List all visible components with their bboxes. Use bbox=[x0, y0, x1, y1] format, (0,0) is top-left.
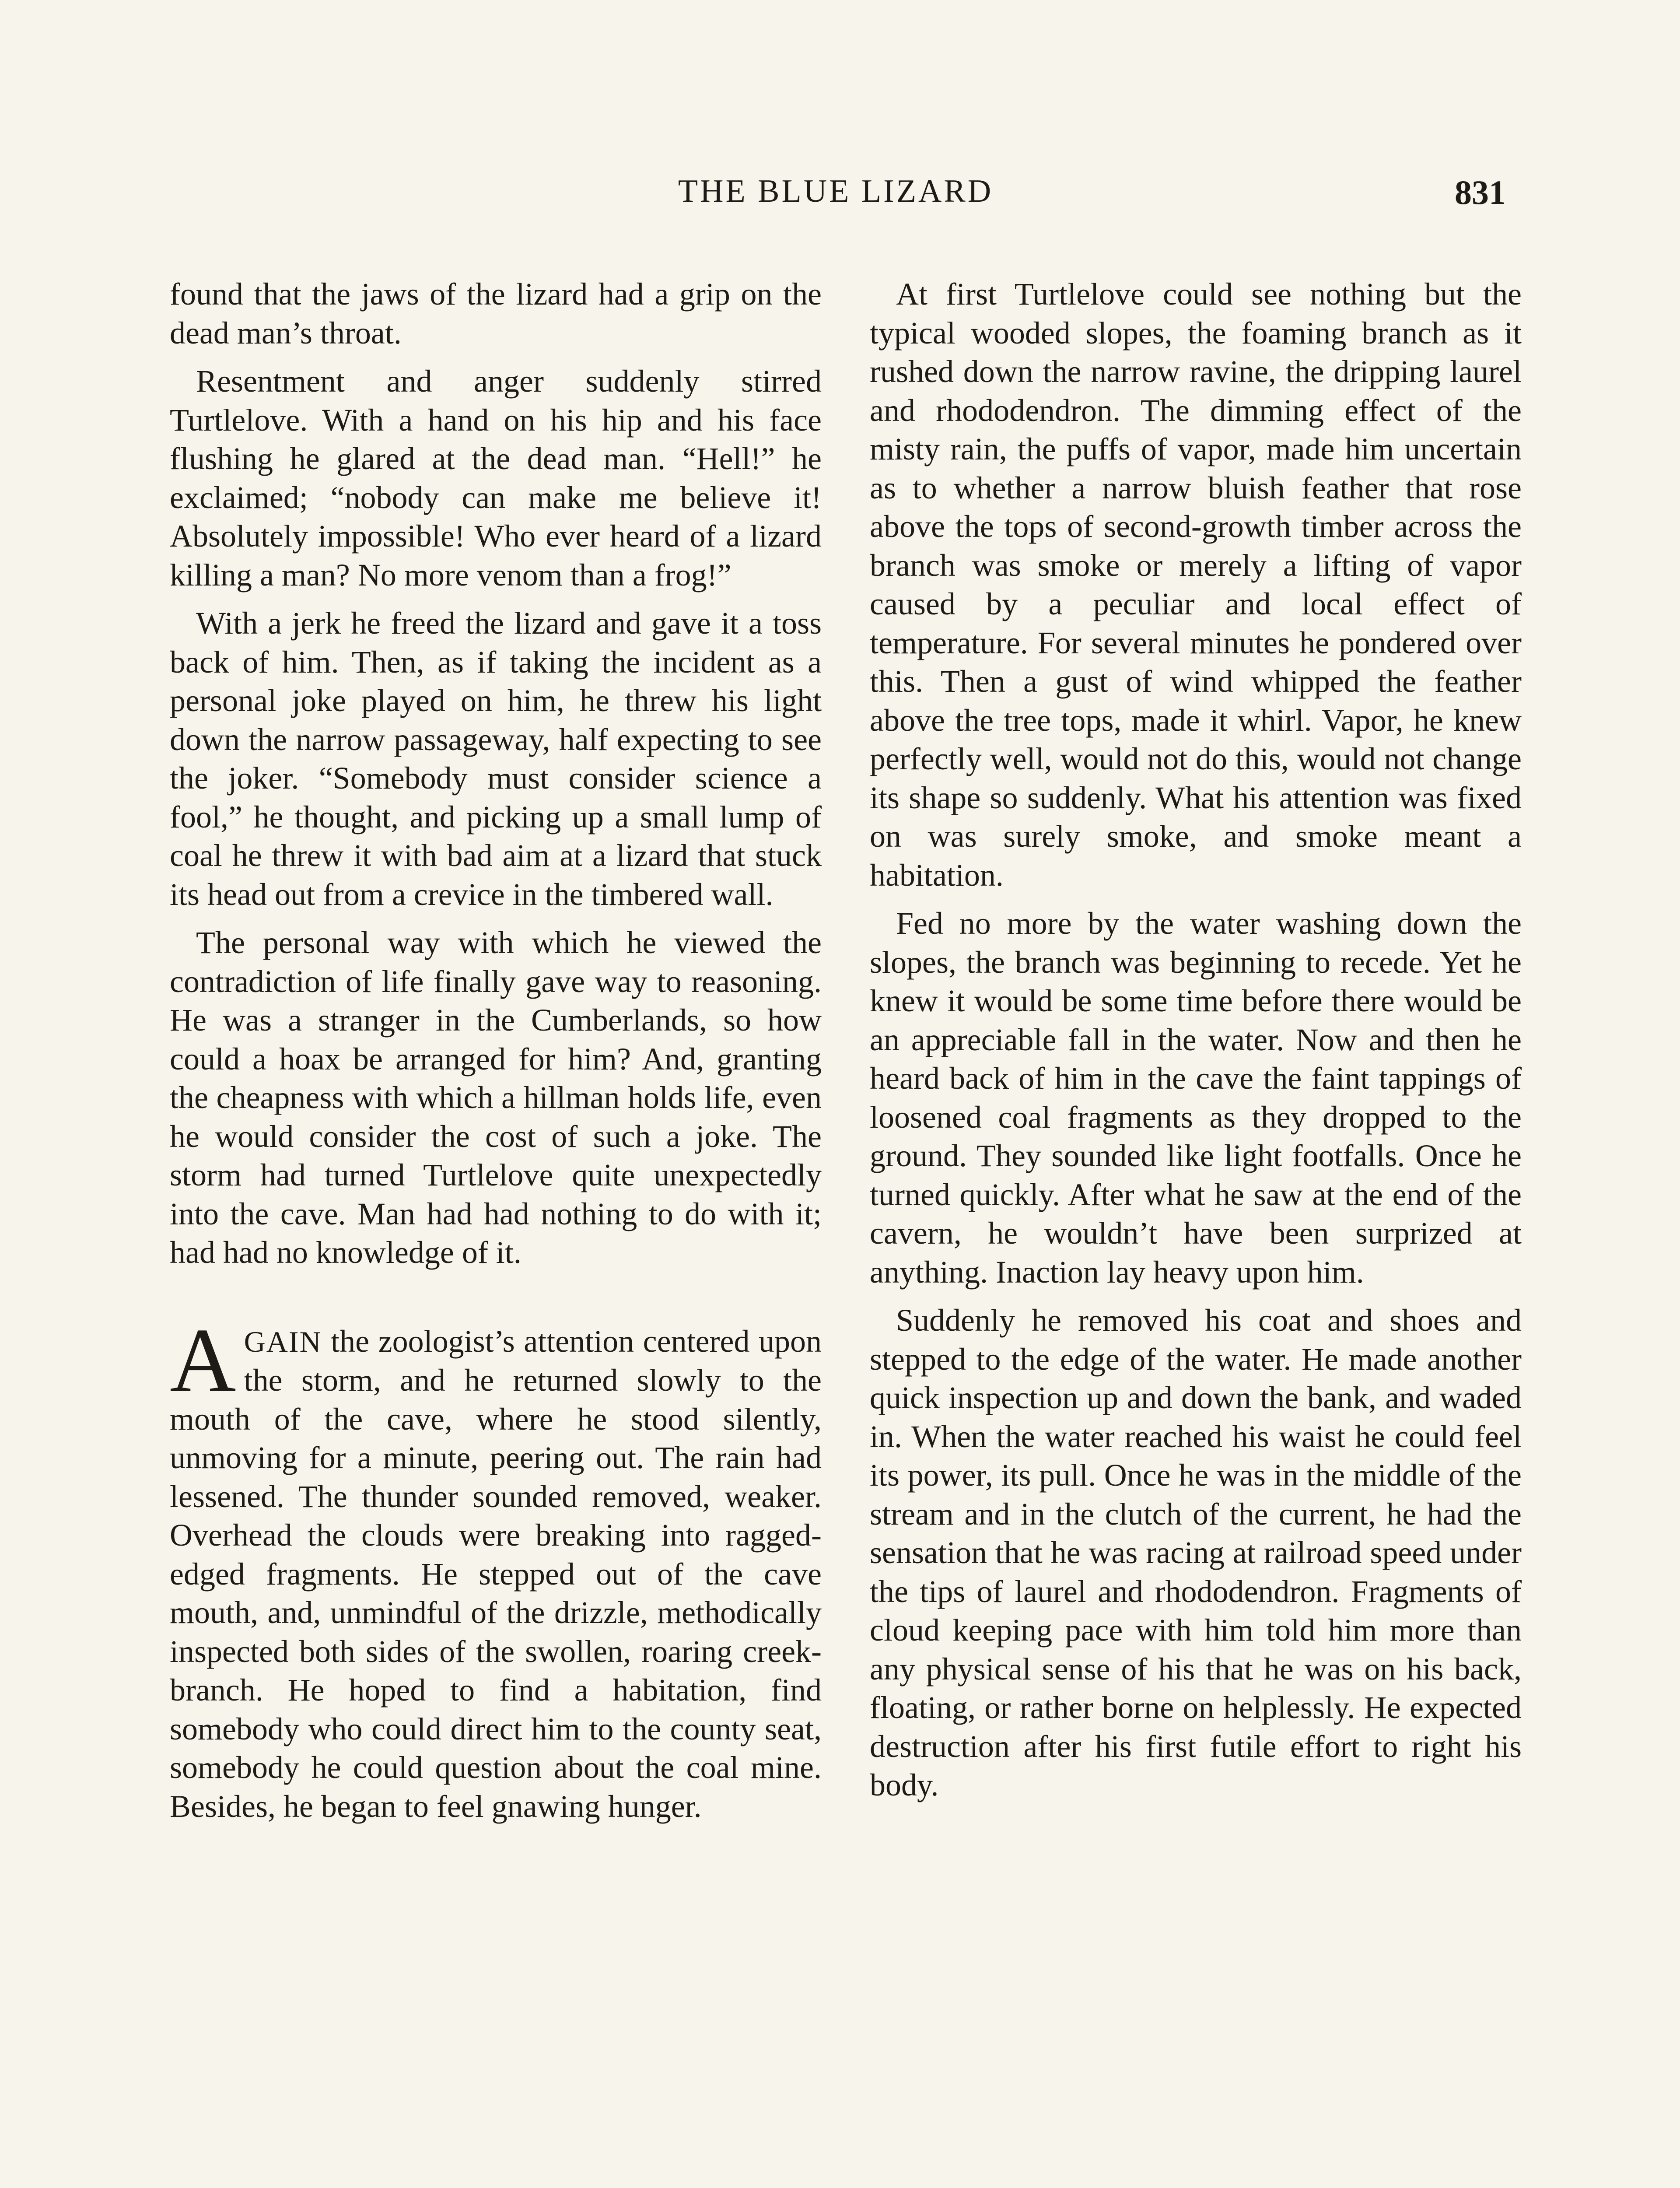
right-column bbox=[870, 275, 1522, 1814]
paragraph: Resentment and anger suddenly stirred Turtlelove. With a hand on his hip and his face flushing he glared at the dead man. “Hell!” he exclaimed; “nobody can make me believe it! Absolutely impossible! Who ever heard of a lizard killing a man? No more venom than a frog!” bbox=[170, 364, 822, 593]
paragraph: With a jerk he freed the lizard and gave it a toss back of him. Then, as if taking the incident as a personal joke played on him, he threw his light down the narrow passageway, half expecting to see the joker. “Somebody must consider science a fool,” he thought, and picking up a small lump of coal he threw it with bad aim at a lizard that stuck its head out from a crevice in the timbered wall. bbox=[170, 606, 822, 912]
section-break bbox=[170, 1282, 822, 1322]
page-header bbox=[165, 173, 1506, 221]
drop-cap: A bbox=[170, 1309, 236, 1411]
paragraph: found that the jaws of the lizard had a grip on the dead man’s throat. bbox=[170, 277, 822, 351]
paragraph: The personal way with which he viewed the contradiction of life finally gave way to reasoning. He was a stranger in the Cumberlands, so how could a hoax be arranged for him? And, granting the cheapness with which a hillman holds life, even he would consider the cost of such a joke. The storm had turned Turtlelove quite unexpectedly into the cave. Man had had nothing to do with it; had had no knowledge of it. bbox=[170, 925, 822, 1270]
section-opening-paragraph bbox=[170, 1309, 822, 1826]
left-column bbox=[170, 275, 822, 1835]
paragraph: Fed no more by the water washing down the slopes, the branch was beginning to recede. Yet he knew it would be some time before there would be an appreciable fall in the water. Now and then he heard back of him in the cave the faint tappings of loosened coal fragments as they dropped to the ground. They sounded like light footfalls. Once he turned quickly. After what he saw at the end of the cavern, he wouldn’t have been surprized at anything. Inaction lay heavy upon him. bbox=[870, 906, 1522, 1290]
small-caps-lead: GAIN bbox=[244, 1325, 322, 1358]
paragraph: At first Turtlelove could see nothing but the typical wooded slopes, the foaming branch as it rushed down the narrow ravine, the dripping laurel and rhododendron. The dimming effect of the misty rain, the puffs of vapor, made him uncertain as to whether a narrow bluish feather that rose above the tops of second-growth timber across the branch was smoke or merely a lifting of vapor caused by a peculiar and local effect of temperature. For several minutes he pondered over this. Then a gust of wind whipped the feather above the tree tops, made it whirl. Vapor, he knew perfectly well, would not do this, would not change its shape so suddenly. What his attention was fixed on was surely smoke, and smoke meant a habitation. bbox=[870, 277, 1522, 893]
section-text: the zoologist’s attention centered upon the storm, and he returned slowly to the mouth of the cave, where he stood silently, unmoving for a minute, peering out. The rain had lessened. The thunder sounded removed, weaker. Overhead the clouds were breaking into ragged-edged fragments. He stepped out of the cave mouth, and, unmindful of the drizzle, methodically inspected both sides of the swollen, roaring creek-branch. He hoped to find a habitation, find somebody who could direct him to the county seat, somebody he could question about the coal mine. Besides, he began to feel gnawing hunger. bbox=[170, 1323, 822, 1824]
page-number: 831 bbox=[1455, 173, 1506, 211]
running-title: THE BLUE LIZARD bbox=[678, 173, 994, 209]
paragraph: Suddenly he removed his coat and shoes and stepped to the edge of the water. He made another quick inspection up and down the bank, and waded in. When the water reached his waist he could feel its power, its pull. Once he was in the middle of the stream and in the clutch of the current, he had the sensation that he was racing at railroad speed under the tips of laurel and rhododendron. Fragments of cloud keeping pace with him told him more than any physical sense of his that he was on his back, floating, or rather borne on helplessly. He expected destruction after his first futile effort to right his body. bbox=[870, 1303, 1522, 1802]
